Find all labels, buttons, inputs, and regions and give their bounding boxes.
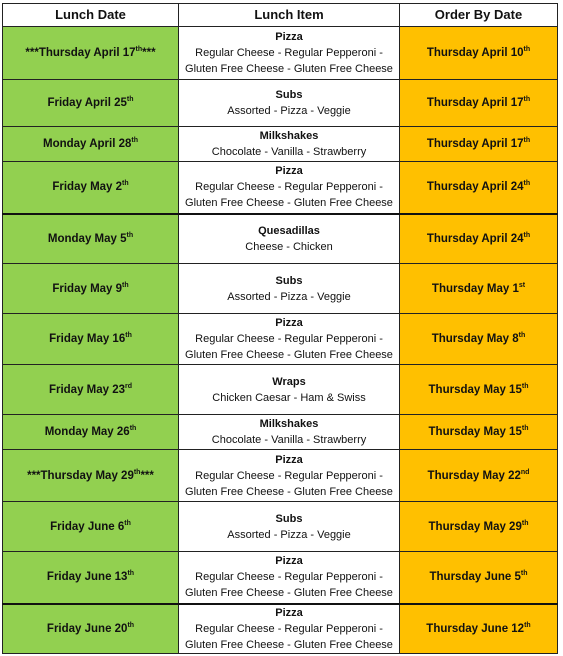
lunch-date-suffix: th [129, 425, 137, 432]
lunch-date-cell [3, 27, 179, 80]
lunch-item-cell [179, 502, 400, 552]
lunch-date-cell [3, 214, 179, 264]
order-by-text: Thursday April 24 [426, 232, 524, 245]
lunch-date-suffix: th [122, 281, 129, 289]
lunch-item-options: Gluten Free Cheese - Gluten Free Cheese [185, 349, 393, 361]
lunch-item-name: Pizza [275, 555, 303, 568]
order-by-suffix: th [523, 46, 531, 53]
order-by-suffix: th [524, 621, 531, 629]
lunch-item-options: Gluten Free Cheese - Gluten Free Cheese [185, 485, 393, 498]
header-lunch-date: Lunch Date [3, 4, 179, 27]
lunch-item-cell [179, 450, 400, 502]
order-by-text: Thursday May 1 [431, 282, 519, 295]
lunch-item-name: Subs [275, 274, 303, 287]
lunch-date-suffix: th [127, 570, 135, 578]
lunch-schedule-table [2, 3, 558, 654]
header-order-by-date: Order By Date [400, 4, 558, 27]
table-row [3, 415, 558, 450]
lunch-date-suffix: th [124, 519, 131, 527]
lunch-date-cell [3, 162, 179, 214]
lunch-item-name: Subs [275, 89, 303, 101]
lunch-item-name: Wraps [272, 375, 306, 388]
lunch-date-text: Friday June 6 [50, 520, 125, 533]
lunch-item-options: Cheese - Chicken [245, 240, 333, 253]
lunch-item-options: Regular Cheese - Regular Pepperoni - [195, 333, 383, 345]
order-by-cell [400, 214, 558, 264]
order-by-cell [400, 80, 558, 127]
header-lunch-item: Lunch Item [179, 4, 400, 27]
lunch-date-text: ***Thursday April 17 [25, 47, 136, 59]
lunch-item-name: Subs [275, 512, 303, 525]
order-by-text: Thursday April 10 [426, 47, 524, 59]
order-by-cell [400, 264, 558, 314]
lunch-item-cell [179, 127, 400, 162]
lunch-item-name: Pizza [275, 31, 303, 43]
lunch-item-options: Gluten Free Cheese - Gluten Free Cheese [185, 63, 393, 75]
lunch-date-suffix: th [126, 96, 134, 103]
order-by-suffix: th [521, 519, 529, 527]
order-by-text: Thursday June 5 [429, 571, 521, 584]
lunch-item-cell [179, 415, 400, 450]
lunch-date-text: Friday May 9 [52, 282, 123, 295]
order-by-suffix: th [523, 180, 531, 188]
lunch-date-suffix: th [122, 180, 129, 188]
lunch-date-suffix: th [135, 46, 143, 53]
lunch-item-cell [179, 604, 400, 654]
order-by-text: Thursday May 15 [428, 426, 522, 438]
table-row [3, 127, 558, 162]
lunch-item-name: Pizza [275, 453, 303, 466]
table-row [3, 214, 558, 264]
table-row [3, 27, 558, 80]
lunch-item-options: Gluten Free Cheese - Gluten Free Cheese [185, 587, 393, 600]
lunch-date-text: Friday June 20 [46, 622, 128, 635]
lunch-item-options: Assorted - Pizza - Veggie [227, 105, 351, 117]
lunch-item-options: Chicken Caesar - Ham & Swiss [212, 391, 366, 404]
lunch-date-cell [3, 450, 179, 502]
order-by-suffix: nd [520, 468, 530, 476]
lunch-item-options: Chocolate - Vanilla - Strawberry [211, 434, 367, 446]
order-by-cell [400, 604, 558, 654]
lunch-date-text: Friday May 16 [49, 333, 126, 345]
lunch-date-text: Monday May 26 [44, 426, 130, 438]
lunch-item-name: Milkshakes [259, 418, 319, 430]
order-by-suffix: th [521, 382, 529, 390]
order-by-cell [400, 127, 558, 162]
lunch-date-text: ***Thursday May 29 [27, 469, 134, 482]
table-row [3, 604, 558, 654]
header-row [3, 4, 558, 27]
order-by-suffix: th [523, 96, 531, 103]
lunch-item-cell [179, 552, 400, 604]
lunch-date-suffix: th [131, 137, 138, 144]
table-row [3, 162, 558, 214]
lunch-date-suffix: th [125, 332, 132, 339]
lunch-date-cell [3, 365, 179, 415]
order-by-text: Thursday May 15 [428, 383, 522, 396]
order-by-suffix: th [520, 570, 528, 578]
table-row [3, 264, 558, 314]
lunch-date-cell [3, 127, 179, 162]
lunch-item-options: Gluten Free Cheese - Gluten Free Cheese [185, 197, 393, 210]
lunch-item-name: Quesadillas [258, 224, 320, 237]
order-by-text: Thursday April 24 [426, 181, 524, 194]
lunch-item-cell [179, 162, 400, 214]
order-by-text: Thursday April 17 [426, 97, 524, 109]
order-by-cell [400, 502, 558, 552]
lunch-date-text: Friday June 13 [46, 571, 128, 584]
order-by-suffix: th [518, 332, 526, 339]
order-by-cell [400, 162, 558, 214]
lunch-date-text: Monday May 5 [47, 232, 127, 245]
order-by-text: Thursday May 22 [427, 469, 521, 482]
table-row [3, 552, 558, 604]
table-row [3, 80, 558, 127]
lunch-date-text: Monday April 28 [42, 138, 132, 150]
table-row [3, 365, 558, 415]
order-by-suffix: th [521, 425, 529, 432]
lunch-date-text: Friday May 2 [52, 181, 123, 194]
lunch-item-options: Regular Cheese - Regular Pepperoni - [195, 181, 383, 194]
order-by-cell [400, 415, 558, 450]
lunch-item-cell [179, 214, 400, 264]
table-row [3, 314, 558, 365]
table-row [3, 502, 558, 552]
lunch-date-suffix: rd [125, 382, 133, 390]
order-by-suffix: th [523, 231, 531, 239]
order-by-text: Thursday May 29 [428, 520, 522, 533]
lunch-date-marker: *** [142, 47, 156, 59]
lunch-date-cell [3, 264, 179, 314]
lunch-item-name: Pizza [275, 606, 303, 619]
lunch-date-suffix: th [126, 231, 134, 239]
lunch-date-cell [3, 552, 179, 604]
schedule-body [3, 27, 558, 654]
lunch-item-options: Regular Cheese - Regular Pepperoni - [195, 622, 383, 635]
lunch-item-cell [179, 80, 400, 127]
order-by-cell [400, 552, 558, 604]
lunch-date-text: Friday May 23 [48, 383, 126, 396]
order-by-cell [400, 365, 558, 415]
lunch-item-options: Regular Cheese - Regular Pepperoni - [195, 571, 383, 584]
order-by-suffix: th [523, 137, 531, 144]
order-by-text: Thursday May 8 [431, 333, 519, 345]
order-by-text: Thursday June 12 [426, 622, 525, 635]
order-by-cell [400, 450, 558, 502]
lunch-item-cell [179, 27, 400, 80]
lunch-item-cell [179, 365, 400, 415]
table-row [3, 450, 558, 502]
lunch-date-cell [3, 314, 179, 365]
order-by-cell [400, 314, 558, 365]
lunch-item-options: Regular Cheese - Regular Pepperoni - [195, 47, 383, 59]
lunch-date-cell [3, 604, 179, 654]
lunch-item-name: Pizza [275, 165, 303, 178]
lunch-date-cell [3, 80, 179, 127]
lunch-date-suffix: th [127, 621, 135, 629]
lunch-item-options: Regular Cheese - Regular Pepperoni - [195, 469, 383, 482]
lunch-item-options: Chocolate - Vanilla - Strawberry [211, 146, 367, 158]
order-by-text: Thursday April 17 [426, 138, 524, 150]
lunch-date-suffix: th [133, 468, 141, 476]
lunch-item-name: Milkshakes [259, 130, 319, 142]
lunch-item-options: Assorted - Pizza - Veggie [227, 528, 351, 541]
lunch-date-cell [3, 502, 179, 552]
lunch-date-marker: *** [140, 469, 154, 482]
order-by-suffix: st [518, 281, 526, 289]
order-by-cell [400, 27, 558, 80]
lunch-item-cell [179, 314, 400, 365]
lunch-date-text: Friday April 25 [47, 97, 127, 109]
lunch-item-cell [179, 264, 400, 314]
lunch-item-options: Gluten Free Cheese - Gluten Free Cheese [185, 638, 393, 651]
lunch-date-cell [3, 415, 179, 450]
lunch-item-name: Pizza [275, 317, 303, 329]
lunch-item-options: Assorted - Pizza - Veggie [227, 290, 351, 303]
